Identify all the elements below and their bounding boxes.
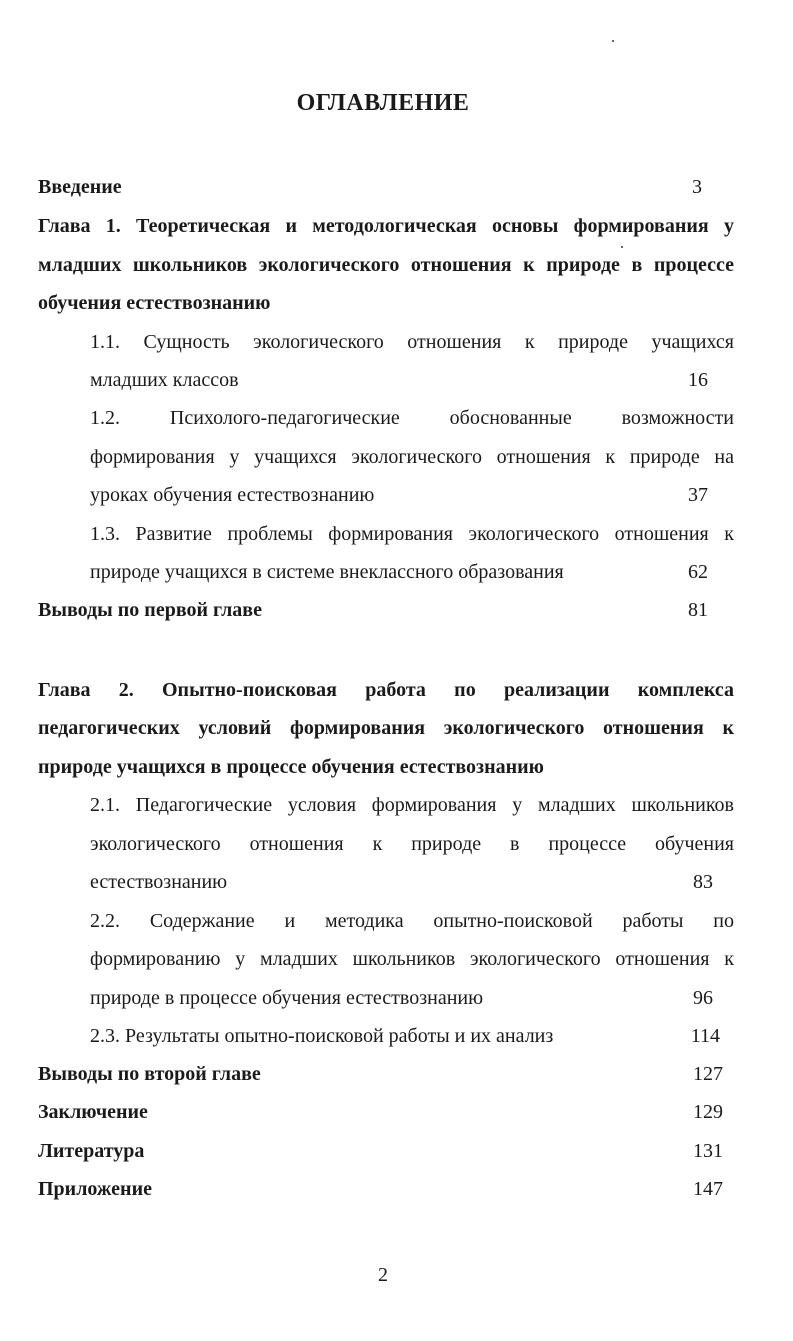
toc-chapter-2-line-2: педагогических условий формирования экологического отношения к <box>38 717 734 739</box>
toc-page-2-3: 114 <box>690 1025 720 1047</box>
page-number: 2 <box>378 1264 388 1286</box>
toc-section-1-2-line-3: уроках обучения естествознанию <box>90 484 375 506</box>
toc-entry-appendix: Приложение <box>38 1178 152 1200</box>
toc-chapter-1-line-1: Глава 1. Теоретическая и методологическая основы формирования у <box>38 215 734 237</box>
toc-chapter-1-line-2: младших школьников экологического отношения к природе в процессе <box>38 254 734 276</box>
toc-section-2-2-line-2: формированию у младших школьников экологического отношения к <box>90 948 734 970</box>
toc-section-1-1-line-1: 1.1. Сущность экологического отношения к природе учащихся <box>90 331 734 353</box>
toc-entry-intro: Введение <box>38 176 122 198</box>
toc-page-conclusions-1: 81 <box>688 599 708 621</box>
toc-section-2-3: 2.3. Результаты опытно-поисковой работы и их анализ <box>90 1025 554 1047</box>
toc-chapter-2-line-3: природе учащихся в процессе обучения естествознанию <box>38 756 544 778</box>
toc-section-1-3-line-2: природе учащихся в системе внеклассного образования <box>90 561 564 583</box>
toc-section-1-3-line-1: 1.3. Развитие проблемы формирования экологического отношения к <box>90 523 734 545</box>
toc-page-conclusions-2: 127 <box>693 1063 723 1085</box>
toc-section-1-1-line-2: младших классов <box>90 369 239 391</box>
toc-page-2-1: 83 <box>693 871 713 893</box>
toc-entry-conclusion: Заключение <box>38 1101 148 1123</box>
toc-page-1-2: 37 <box>688 484 708 506</box>
toc-page-conclusion: 129 <box>693 1101 723 1123</box>
toc-page-intro: 3 <box>692 176 702 198</box>
toc-page-2-2: 96 <box>693 987 713 1009</box>
scan-speck <box>621 246 623 248</box>
toc-section-2-1-line-2: экологического отношения к природе в процессе обучения <box>90 833 734 855</box>
page-title: ОГЛАВЛЕНИЕ <box>296 90 470 116</box>
toc-section-1-2-line-2: формирования у учащихся экологического отношения к природе на <box>90 446 734 468</box>
toc-page-1-3: 62 <box>688 561 708 583</box>
toc-section-2-1-line-1: 2.1. Педагогические условия формирования у младших школьников <box>90 794 734 816</box>
toc-page-appendix: 147 <box>693 1178 723 1200</box>
toc-page-1-1: 16 <box>688 369 708 391</box>
toc-entry-literature: Литература <box>38 1140 145 1162</box>
toc-section-2-1-line-3: естествознанию <box>90 871 228 893</box>
toc-section-2-2-line-1: 2.2. Содержание и методика опытно-поисковой работы по <box>90 910 734 932</box>
toc-section-1-2-line-1: 1.2. Психолого-педагогические обоснованные возможности <box>90 407 734 429</box>
toc-page-literature: 131 <box>693 1140 723 1162</box>
toc-entry-conclusions-1: Выводы по первой главе <box>38 599 262 621</box>
toc-chapter-1-line-3: обучения естествознанию <box>38 292 271 314</box>
toc-entry-conclusions-2: Выводы по второй главе <box>38 1063 261 1085</box>
scan-speck <box>612 40 614 42</box>
toc-section-2-2-line-3: природе в процессе обучения естествознанию <box>90 987 484 1009</box>
toc-chapter-2-line-1: Глава 2. Опытно-поисковая работа по реализации комплекса <box>38 679 734 701</box>
